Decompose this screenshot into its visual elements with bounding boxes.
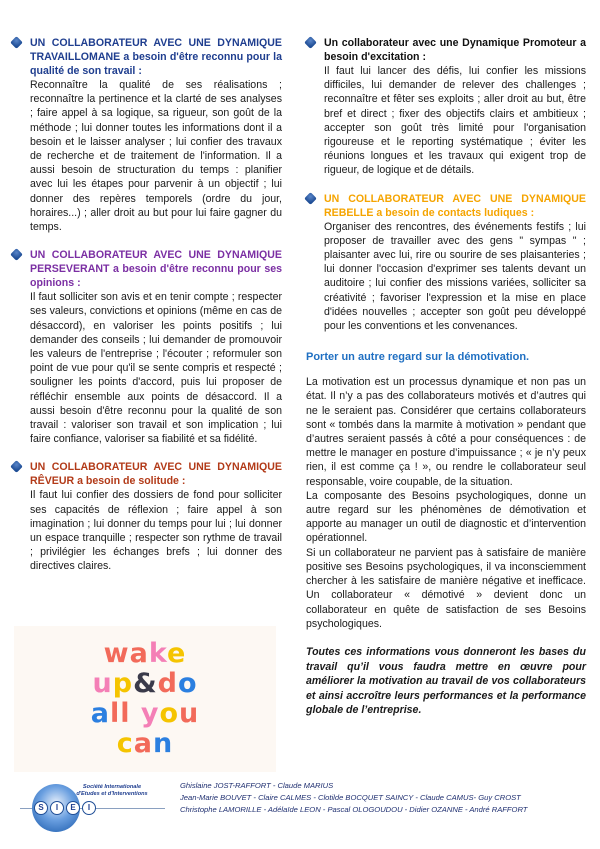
section-promoteur bbox=[306, 36, 586, 178]
logo-letter: S bbox=[34, 801, 48, 815]
logo-letter: I bbox=[50, 801, 64, 815]
conclusion: Toutes ces informations vous donneront les bases du travail qu’il vous faudra mettre en œuvre pour améliorer la motivation au travail de vos collaborateurs et ainsi accroître leurs performances et la performance globale de l’entreprise. bbox=[306, 645, 586, 717]
bullet-icon bbox=[304, 36, 317, 49]
section-reveur bbox=[12, 460, 282, 573]
left-column bbox=[12, 36, 282, 588]
poster-line-4: can bbox=[116, 728, 174, 759]
section-heading: UN COLLABORATEUR AVEC UNE DYNAMIQUE TRAVAILLOMANE a besoin d'être reconnu pour la qualité de son travail : bbox=[30, 37, 282, 77]
company-line-1: Société Internationale bbox=[82, 784, 142, 790]
wake-up-poster-image bbox=[14, 626, 276, 772]
logo-letter: E bbox=[66, 801, 80, 815]
section-travaillomane bbox=[12, 36, 282, 234]
footer bbox=[0, 780, 600, 840]
authors-line: Jean-Marie BOUVET - Claire CALMES - Clotilde BOCQUET SAINCY - Claude CAMUS- Guy CROST bbox=[180, 793, 521, 802]
paragraph: La composante des Besoins psychologiques, donne un autre regard sur les phénomènes de démotivation et apporte au manager un outil de diagnostic et d’intervention opérationnel. bbox=[306, 489, 586, 545]
authors-line: Christophe LAMORILLE - Adélaïde LEON - Pascal OLOGOUDOU - Didier OZANNE - André RAFFORT bbox=[180, 805, 528, 814]
siei-logo bbox=[20, 784, 91, 836]
section-body: Organiser des rencontres, des événements festifs ; lui proposer de travailler avec des gens " sympas " ; plaisanter avec lui, rire ou sourire de ses plaisanteries ; lui donner l'occasion d'exprimer ses talents devant un auditoire ; lui confier des missions variées, solliciter sa créativité ; favoriser l'expression et la mise en place d'idées nouvelles ; accepter son goût peu développé pour les conventions et les convenances. bbox=[324, 220, 586, 333]
poster-line-1: wake bbox=[103, 638, 187, 669]
section-heading: UN COLLABORATEUR AVEC UNE DYNAMIQUE REBELLE a besoin de contacts ludiques : bbox=[324, 192, 586, 219]
section-body: Reconnaître la qualité de ses réalisations ; reconnaître la pertinence et la clarté de ses analyses ; faire appel à sa logique, sa rigueur, son goût de la méthode ; lui donner toutes les informations dont il a besoin et le laisser analyser ; lui confier des travaux de recherche et de traitement de l'information. Il a aussi besoin de structuration du temps : planifier avec lui les étapes pour parvenir à un objectif ; lui donner des repères temporels (ordre du jour, horaires...) ; aller droit au but pour lui faire gagner du temps. bbox=[30, 79, 282, 234]
bullet-icon bbox=[10, 461, 23, 474]
logo-letters bbox=[34, 801, 96, 815]
logo-letter: I bbox=[82, 801, 96, 815]
paragraph: Si un collaborateur ne parvient pas à satisfaire de manière positive ses Besoins psychologiques, il va inconsciemment chercher à les satisfaire de manière négative et inefficace. Un collaborateur « démotivé » devient donc un collaborateur en quête de satisfaction de ses Besoins psychologiques. bbox=[306, 546, 586, 630]
section-rebelle bbox=[306, 192, 586, 334]
right-column bbox=[306, 36, 586, 718]
bullet-icon bbox=[10, 248, 23, 261]
section-perseverant bbox=[12, 248, 282, 446]
section-heading: UN COLLABORATEUR AVEC UNE DYNAMIQUE PERSEVERANT a besoin d'être reconnu pour ses opinions : bbox=[30, 249, 282, 290]
bullet-icon bbox=[304, 192, 317, 205]
paragraph: La motivation est un processus dynamique et non pas un état. Il n’y a pas des collaborateurs motivés et d’autres qui ne le seraient pas. Considérer que certains collaborateurs sont « tombés dans la marmite à motivation » pendant que d’autres seraient passés à côté a pour conséquences : de mettre le manager en posture d’impuissance ; « je n’y peux rien, il est comme ça ! », ou rendre le collaborateur seul responsable, voire coupable, de la situation. bbox=[306, 376, 586, 488]
bullet-icon bbox=[10, 36, 23, 49]
section-heading: UN COLLABORATEUR AVEC UNE DYNAMIQUE RÊVEUR a besoin de solitude : bbox=[30, 461, 282, 488]
section-body: Il faut lui confier des dossiers de fond pour solliciter ses capacités de réflexion ; faire appel à son imagination ; lui donner du temps pour lui ; lui donner un espace tranquille ; respecter son rythme de travail ; privilégier les échanges brefs ; lui donner des directives claires. bbox=[30, 489, 282, 573]
poster-line-2: up&do bbox=[92, 668, 198, 699]
section-body: Il faut solliciter son avis et en tenir compte ; respecter ses valeurs, convictions et opinions (même en cas de désaccord), en valoriser les points positifs ; lui demander des conseils ; lui demander de promouvoir les valeurs de l'entreprise ; l'écouter ; reformuler son point de vue pour qu'il se sente compris et respecté ; souligner les points d'accord, puis lui proposer de réfléchir ensemble aux points de désaccord. Il a aussi besoin d'être reconnu pour la qualité de son travail : valoriser son travail et son implication ; lui faire confiance, valoriser sa fiabilité et sa fidélité. bbox=[30, 291, 282, 446]
demotivation-subtitle: Porter un autre regard sur la démotivation. bbox=[306, 351, 530, 364]
poster-line-3: all you bbox=[90, 698, 200, 729]
authors-line: Ghislaine JOST-RAFFORT - Claude MARIUS bbox=[180, 781, 334, 790]
company-line-2: d'Etudes et d'Interventions bbox=[76, 791, 148, 797]
company-name bbox=[76, 784, 148, 798]
section-heading: Un collaborateur avec une Dynamique Promoteur a besoin d'excitation : bbox=[324, 37, 586, 63]
section-body: Il faut lui lancer des défis, lui confier les missions difficiles, lui demander de relever des challenges ; reconnaître et fêter ses exploits ; aller droit au but, être bref et direct ; fixer des objectifs clairs et ambitieux ; accepter son goût très limité pour l'organisation rigoureuse et le reporting systématique ; éviter les réunions longues et les travaux qui exigent trop de rigueur, de logique et de détails. bbox=[324, 65, 586, 177]
authors-list bbox=[180, 780, 527, 816]
